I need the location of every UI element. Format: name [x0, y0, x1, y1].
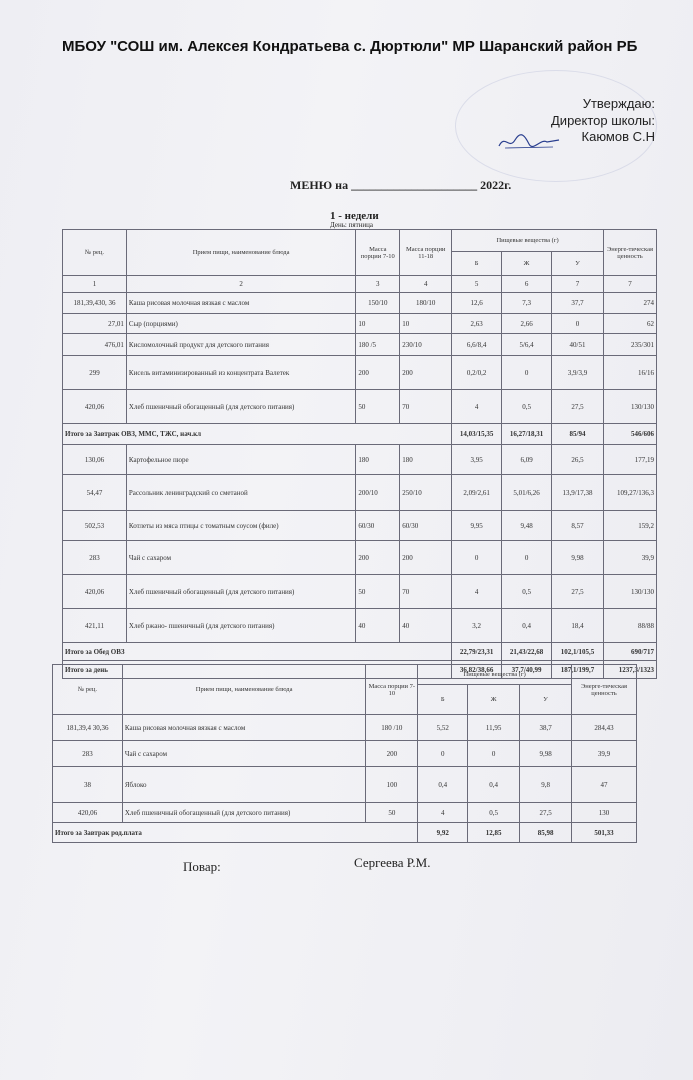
- cell-dish: Сыр (порциями): [126, 314, 355, 334]
- cell-u: 9,98: [520, 741, 572, 767]
- header-energy: Энерге-тическая ценность: [603, 230, 656, 276]
- cell-zh: 0,5: [468, 803, 520, 823]
- cell-dish: Каша рисовая молочная вязкая с маслом: [122, 715, 365, 741]
- cell-mass2: 180: [400, 445, 452, 475]
- cell-mass2: 180/10: [400, 293, 452, 314]
- cell-rec: 420,06: [63, 575, 127, 609]
- cook-name: Сергеева Р.М.: [354, 855, 431, 870]
- cell-u: 85/94: [552, 424, 604, 445]
- cell-u: 9,98: [552, 541, 604, 575]
- week-label: 1 - недели: [330, 210, 379, 222]
- day-total-label: Итого за день: [63, 661, 452, 679]
- cell-mass: 200: [366, 741, 418, 767]
- cell-zh: 5,01/6,26: [502, 475, 552, 511]
- column-number: 1: [63, 276, 127, 293]
- cell-u: 38,7: [520, 715, 572, 741]
- cell-mass: 100: [366, 767, 418, 803]
- cell-zh: 9,48: [502, 511, 552, 541]
- cell-rec: 283: [53, 741, 123, 767]
- header-dish: Прием пищи, наименование блюда: [126, 230, 355, 276]
- table-row: [63, 390, 657, 424]
- cell-b: 2,09/2,61: [452, 475, 502, 511]
- cell-u: 27,5: [552, 390, 604, 424]
- cell-rec: 181,39,430, 36: [63, 293, 127, 314]
- cell-dish: Хлеб пшеничный обогащенный (для детского питания): [122, 803, 365, 823]
- cell-mass1: 60/30: [356, 511, 400, 541]
- cell-zh: 0,5: [502, 390, 552, 424]
- cell-rec: 421,11: [63, 609, 127, 643]
- cell-zh: 16,27/18,31: [502, 424, 552, 445]
- cell-zh: 2,66: [502, 314, 552, 334]
- table-row: [53, 767, 637, 803]
- cell-dish: Чай с сахаром: [122, 741, 365, 767]
- cell-mass2: 70: [400, 390, 452, 424]
- header-nutrients: Пищевые вещества (г): [418, 665, 572, 685]
- cell-b: 4: [452, 390, 502, 424]
- menu-date-blank: _____________________: [351, 178, 478, 192]
- cell-mass1: 10: [356, 314, 400, 334]
- column-numbers-row: [63, 276, 657, 293]
- cell-energy: 130/130: [603, 390, 656, 424]
- cell-mass1: 50: [356, 390, 400, 424]
- cell-dish: Рассольник ленинградский со сметаной: [126, 475, 355, 511]
- approve-label: Утверждаю:: [582, 96, 655, 111]
- cell-dish: Яблоко: [122, 767, 365, 803]
- cell-energy: 88/88: [603, 609, 656, 643]
- cell-zh: 7,3: [502, 293, 552, 314]
- cell-dish: Кисель витаминизированный из концентрата Валетек: [126, 356, 355, 390]
- table-row: [63, 293, 657, 314]
- cell-u: 9,8: [520, 767, 572, 803]
- cell-energy: 16/16: [603, 356, 656, 390]
- cell-dish: Хлеб ржано- пшеничный (для детского питания): [126, 609, 355, 643]
- cell-energy: 690/717: [603, 643, 656, 661]
- cell-rec: 299: [63, 356, 127, 390]
- cell-dish: Чай с сахаром: [126, 541, 355, 575]
- table-row: [63, 445, 657, 475]
- menu-table-main: [62, 229, 657, 679]
- director-name: Каюмов С.Н: [581, 129, 655, 144]
- table-row: [63, 356, 657, 390]
- cook-label: Повар:: [183, 859, 221, 874]
- cell-mass2: 40: [400, 609, 452, 643]
- header-dish: Прием пищи, наименование блюда: [122, 665, 365, 715]
- cell-u: 85,98: [520, 823, 572, 843]
- menu-title: [290, 178, 511, 193]
- cell-energy: 109,27/136,3: [603, 475, 656, 511]
- cell-rec: 502,53: [63, 511, 127, 541]
- cell-b: 9,92: [418, 823, 468, 843]
- cell-mass2: 230/10: [400, 334, 452, 356]
- table-row: [63, 511, 657, 541]
- cell-u: 27,5: [552, 575, 604, 609]
- header-b: Б: [452, 252, 502, 276]
- cell-mass2: 10: [400, 314, 452, 334]
- cell-energy: 39,9: [603, 541, 656, 575]
- table-row: [63, 475, 657, 511]
- column-number: 4: [400, 276, 452, 293]
- cell-mass1: 180: [356, 445, 400, 475]
- header-nutrients: Пищевые вещества (г): [452, 230, 604, 252]
- cell-b: 3,2: [452, 609, 502, 643]
- cell-rec: 420,06: [63, 390, 127, 424]
- cell-zh: 0,4: [502, 609, 552, 643]
- cell-mass2: 250/10: [400, 475, 452, 511]
- cell-rec: 476,01: [63, 334, 127, 356]
- cell-zh: 11,95: [468, 715, 520, 741]
- cell-energy: 130/130: [603, 575, 656, 609]
- breakfast-total-row: [63, 424, 657, 445]
- cell-b: 9,95: [452, 511, 502, 541]
- cell-b: 3,95: [452, 445, 502, 475]
- lunch-total-label: Итого за Обед ОВЗ: [63, 643, 452, 661]
- cell-u: 102,1/105,5: [552, 643, 604, 661]
- header-rec: № рец.: [53, 665, 123, 715]
- cell-rec: 38: [53, 767, 123, 803]
- cell-mass1: 50: [356, 575, 400, 609]
- cell-b: 12,6: [452, 293, 502, 314]
- cell-energy: 62: [603, 314, 656, 334]
- cell-zh: 0: [502, 541, 552, 575]
- cell-rec: 54,47: [63, 475, 127, 511]
- cell-b: 0,4: [418, 767, 468, 803]
- breakfast-total-label: Итого за Завтрак ОВЗ, ММС, ТЖС, нач.кл: [63, 424, 452, 445]
- cell-u: 18,4: [552, 609, 604, 643]
- cell-u: 13,9/17,38: [552, 475, 604, 511]
- header-mass1: Масса порции 7-10: [356, 230, 400, 276]
- column-number: 5: [452, 276, 502, 293]
- cell-energy: 177,19: [603, 445, 656, 475]
- cell-b: 6,6/8,4: [452, 334, 502, 356]
- cell-rec: 181,39,4 30,36: [53, 715, 123, 741]
- cell-b: 0: [452, 541, 502, 575]
- header-b: Б: [418, 685, 468, 715]
- cell-mass1: 200: [356, 541, 400, 575]
- cell-b: 4: [452, 575, 502, 609]
- header-zh: Ж: [468, 685, 520, 715]
- cell-energy: 284,43: [572, 715, 637, 741]
- cell-zh: 5/6,4: [502, 334, 552, 356]
- paid-breakfast-total-label: Итого за Завтрак род.плата: [53, 823, 418, 843]
- column-number: 7: [552, 276, 604, 293]
- cell-zh: 37,7/40,99: [502, 661, 552, 679]
- cell-u: 187,1/199,7: [552, 661, 604, 679]
- cell-mass1: 200: [356, 356, 400, 390]
- header-u: У: [552, 252, 604, 276]
- cell-b: 2,63: [452, 314, 502, 334]
- table-row: [53, 803, 637, 823]
- cell-energy: 274: [603, 293, 656, 314]
- table-row: [53, 741, 637, 767]
- header-zh: Ж: [502, 252, 552, 276]
- cell-u: 8,57: [552, 511, 604, 541]
- cell-zh: 6,09: [502, 445, 552, 475]
- cell-u: 40/51: [552, 334, 604, 356]
- table-row: [63, 609, 657, 643]
- cell-b: 22,79/23,31: [452, 643, 502, 661]
- cell-zh: 0,4: [468, 767, 520, 803]
- cell-dish: Кисломолочный продукт для детского питания: [126, 334, 355, 356]
- cell-dish: Каша рисовая молочная вязкая с маслом: [126, 293, 355, 314]
- cell-energy: 47: [572, 767, 637, 803]
- cell-mass2: 60/30: [400, 511, 452, 541]
- cell-mass2: 70: [400, 575, 452, 609]
- header-mass2: Масса порции 11-18: [400, 230, 452, 276]
- cell-mass1: 40: [356, 609, 400, 643]
- cell-mass2: 200: [400, 541, 452, 575]
- cell-b: 14,03/15,35: [452, 424, 502, 445]
- cell-mass1: 200/10: [356, 475, 400, 511]
- day-label: День: пятница: [330, 221, 373, 229]
- cell-u: 37,7: [552, 293, 604, 314]
- table-row: [53, 715, 637, 741]
- cell-zh: 21,43/22,68: [502, 643, 552, 661]
- cell-rec: 420,06: [53, 803, 123, 823]
- header-mass: Масса порции 7-10: [366, 665, 418, 715]
- column-number: 6: [502, 276, 552, 293]
- cell-energy: 546/606: [603, 424, 656, 445]
- cell-zh: 0: [502, 356, 552, 390]
- column-number: 7: [603, 276, 656, 293]
- menu-year: 2022г.: [480, 178, 512, 192]
- table-row: [63, 334, 657, 356]
- cell-dish: Хлеб пшеничный обогащенный (для детского питания): [126, 575, 355, 609]
- column-number: 3: [356, 276, 400, 293]
- director-signature: [495, 128, 563, 154]
- cell-rec: 27,01: [63, 314, 127, 334]
- cell-zh: 12,85: [468, 823, 520, 843]
- table-row: [63, 541, 657, 575]
- cell-energy: 130: [572, 803, 637, 823]
- cell-energy: 159,2: [603, 511, 656, 541]
- cell-zh: 0: [468, 741, 520, 767]
- cell-b: 36,82/38,66: [452, 661, 502, 679]
- menu-label: МЕНЮ на: [290, 178, 349, 192]
- cell-energy: 501,33: [572, 823, 637, 843]
- table-row: [63, 575, 657, 609]
- school-name: МБОУ "СОШ им. Алексея Кондратьева с. Дюртюли" МР Шаранский район РБ: [62, 38, 638, 55]
- cell-dish: Хлеб пшеничный обогащенный (для детского питания): [126, 390, 355, 424]
- director-position: Директор школы:: [551, 113, 655, 128]
- cell-b: 0,2/0,2: [452, 356, 502, 390]
- cell-b: 5,52: [418, 715, 468, 741]
- cell-mass: 50: [366, 803, 418, 823]
- cell-mass1: 150/10: [356, 293, 400, 314]
- cell-rec: 130,06: [63, 445, 127, 475]
- cell-u: 3,9/3,9: [552, 356, 604, 390]
- cell-mass1: 180 /5: [356, 334, 400, 356]
- paid-breakfast-total-row: [53, 823, 637, 843]
- cell-mass: 180 /10: [366, 715, 418, 741]
- table-row: [63, 314, 657, 334]
- menu-table-paid-breakfast: [52, 664, 637, 843]
- cell-dish: Картофельное пюре: [126, 445, 355, 475]
- cell-dish: Котлеты из мяса птицы с томатным соусом (филе): [126, 511, 355, 541]
- header-u: У: [520, 685, 572, 715]
- cell-b: 4: [418, 803, 468, 823]
- cell-energy: 235/301: [603, 334, 656, 356]
- cell-energy: 1237,3/1323: [603, 661, 656, 679]
- cell-zh: 0,5: [502, 575, 552, 609]
- header-energy: Энерге-тическая ценность: [572, 665, 637, 715]
- cell-u: 26,5: [552, 445, 604, 475]
- cell-b: 0: [418, 741, 468, 767]
- cell-energy: 39,9: [572, 741, 637, 767]
- cell-u: 0: [552, 314, 604, 334]
- column-number: 2: [126, 276, 355, 293]
- cell-rec: 283: [63, 541, 127, 575]
- lunch-total-row: [63, 643, 657, 661]
- cell-mass2: 200: [400, 356, 452, 390]
- header-rec: № рец.: [63, 230, 127, 276]
- cell-u: 27,5: [520, 803, 572, 823]
